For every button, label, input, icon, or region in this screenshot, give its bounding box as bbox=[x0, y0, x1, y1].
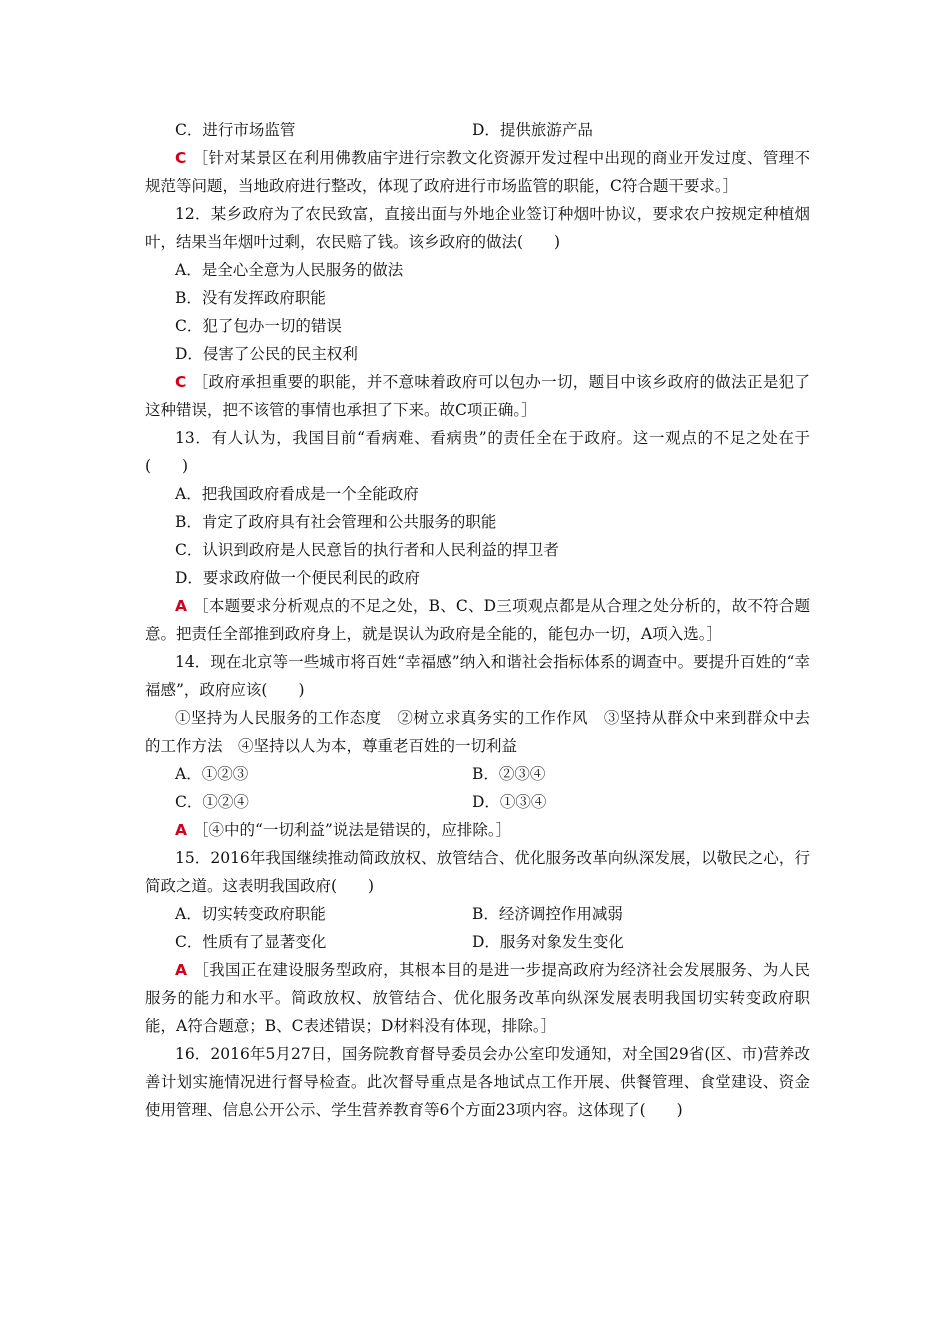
q13-answer-block bbox=[145, 592, 810, 648]
q11-option-d: D．提供旅游产品 bbox=[472, 121, 593, 139]
q14-explanation: ［④中的“一切利益”说法是错误的，应排除。］ bbox=[193, 821, 512, 839]
q16-stem: 16．2016年5月27日，国务院教育督导委员会办公室印发通知，对全国29省(区、市)营养改善计划实施情况进行督导检查。此次督导重点是各地试点工作开展、供餐管理、食堂建设、资金使用管理、信息公开公示、学生营养教育等6个方面23项内容。这体现了( ) bbox=[145, 1045, 810, 1119]
q15-answer-block bbox=[145, 956, 810, 1040]
q15-option-d: D．服务对象发生变化 bbox=[472, 933, 624, 951]
q11-explanation: ［针对某景区在利用佛教庙宇进行宗教文化资源开发过程中出现的商业开发过度、管理不规范等问题，当地政府进行整改，体现了政府进行市场监管的职能，C符合题干要求。］ bbox=[145, 149, 810, 195]
q13-option-a: A．把我国政府看成是一个全能政府 bbox=[175, 485, 419, 503]
q13-option-b: B．肯定了政府具有社会管理和公共服务的职能 bbox=[175, 513, 497, 531]
q13-option-c: C．认识到政府是人民意旨的执行者和人民利益的捍卫者 bbox=[175, 541, 559, 559]
q12-stem: 12．某乡政府为了农民致富，直接出面与外地企业签订种烟叶协议，要求农户按规定种植烟叶，结果当年烟叶过剩，农民赔了钱。该乡政府的做法( ) bbox=[145, 205, 810, 251]
q15-option-c: C．性质有了显著变化 bbox=[175, 933, 327, 951]
q15-explanation: ［我国正在建设服务型政府，其根本目的是进一步提高政府为经济社会发展服务、为人民服务的能力和水平。简政放权、放管结合、优化服务改革向纵深发展表明我国切实转变政府职能，A符合题意；B、C表述错误；D材料没有体现，排除。］ bbox=[145, 961, 810, 1035]
q12-answer-block bbox=[145, 368, 810, 424]
q11-options-row bbox=[145, 116, 810, 144]
q14-options-row-1 bbox=[145, 760, 810, 788]
q15-options-row-2 bbox=[145, 928, 810, 956]
q15-options-row-1 bbox=[145, 900, 810, 928]
q15-option-b: B．经济调控作用减弱 bbox=[472, 905, 623, 923]
q14-stem: 14．现在北京等一些城市将百姓“幸福感”纳入和谐社会指标体系的调查中。要提升百姓的“幸福感”，政府应该( ) bbox=[145, 653, 810, 699]
q13-stem: 13．有人认为，我国目前“看病难、看病贵”的责任全在于政府。这一观点的不足之处在于( ) bbox=[145, 429, 810, 475]
q15-answer: A bbox=[175, 961, 187, 979]
q14-option-a: A．①②③ bbox=[175, 765, 249, 783]
document-page bbox=[145, 116, 810, 1124]
q12-explanation: ［政府承担重要的职能，并不意味着政府可以包办一切，题目中该乡政府的做法正是犯了这种错误，把不该管的事情也承担了下来。故C项正确。］ bbox=[145, 373, 810, 419]
q12-option-c: C．犯了包办一切的错误 bbox=[175, 317, 342, 335]
q11-answer: C bbox=[175, 149, 187, 167]
q13-answer: A bbox=[175, 597, 187, 615]
q12-answer: C bbox=[175, 373, 187, 391]
q12-option-b: B．没有发挥政府职能 bbox=[175, 289, 326, 307]
q14-answer: A bbox=[175, 821, 187, 839]
q12-option-a: A．是全心全意为人民服务的做法 bbox=[175, 261, 404, 279]
q14-option-d: D．①③④ bbox=[472, 793, 547, 811]
q14-options-row-2 bbox=[145, 788, 810, 816]
q14-option-c: C．①②④ bbox=[175, 793, 249, 811]
q13-option-d: D．要求政府做一个便民利民的政府 bbox=[175, 569, 420, 587]
q13-explanation: ［本题要求分析观点的不足之处，B、C、D三项观点都是从合理之处分析的，故不符合题意。把责任全部推到政府身上，就是误认为政府是全能的，能包办一切，A项入选。］ bbox=[145, 597, 810, 643]
q11-option-c: C．进行市场监管 bbox=[175, 121, 296, 139]
q15-stem: 15．2016年我国继续推动简政放权、放管结合、优化服务改革向纵深发展，以敬民之心，行简政之道。这表明我国政府( ) bbox=[145, 849, 810, 895]
q14-option-b: B．②③④ bbox=[472, 765, 546, 783]
q15-option-a: A．切实转变政府职能 bbox=[175, 905, 326, 923]
q14-answer-block bbox=[145, 816, 810, 844]
q14-statements: ①坚持为人民服务的工作态度 ②树立求真务实的工作作风 ③坚持从群众中来到群众中去的工作方法 ④坚持以人为本，尊重老百姓的一切利益 bbox=[145, 709, 810, 755]
q11-answer-block bbox=[145, 144, 810, 200]
q12-option-d: D．侵害了公民的民主权利 bbox=[175, 345, 358, 363]
